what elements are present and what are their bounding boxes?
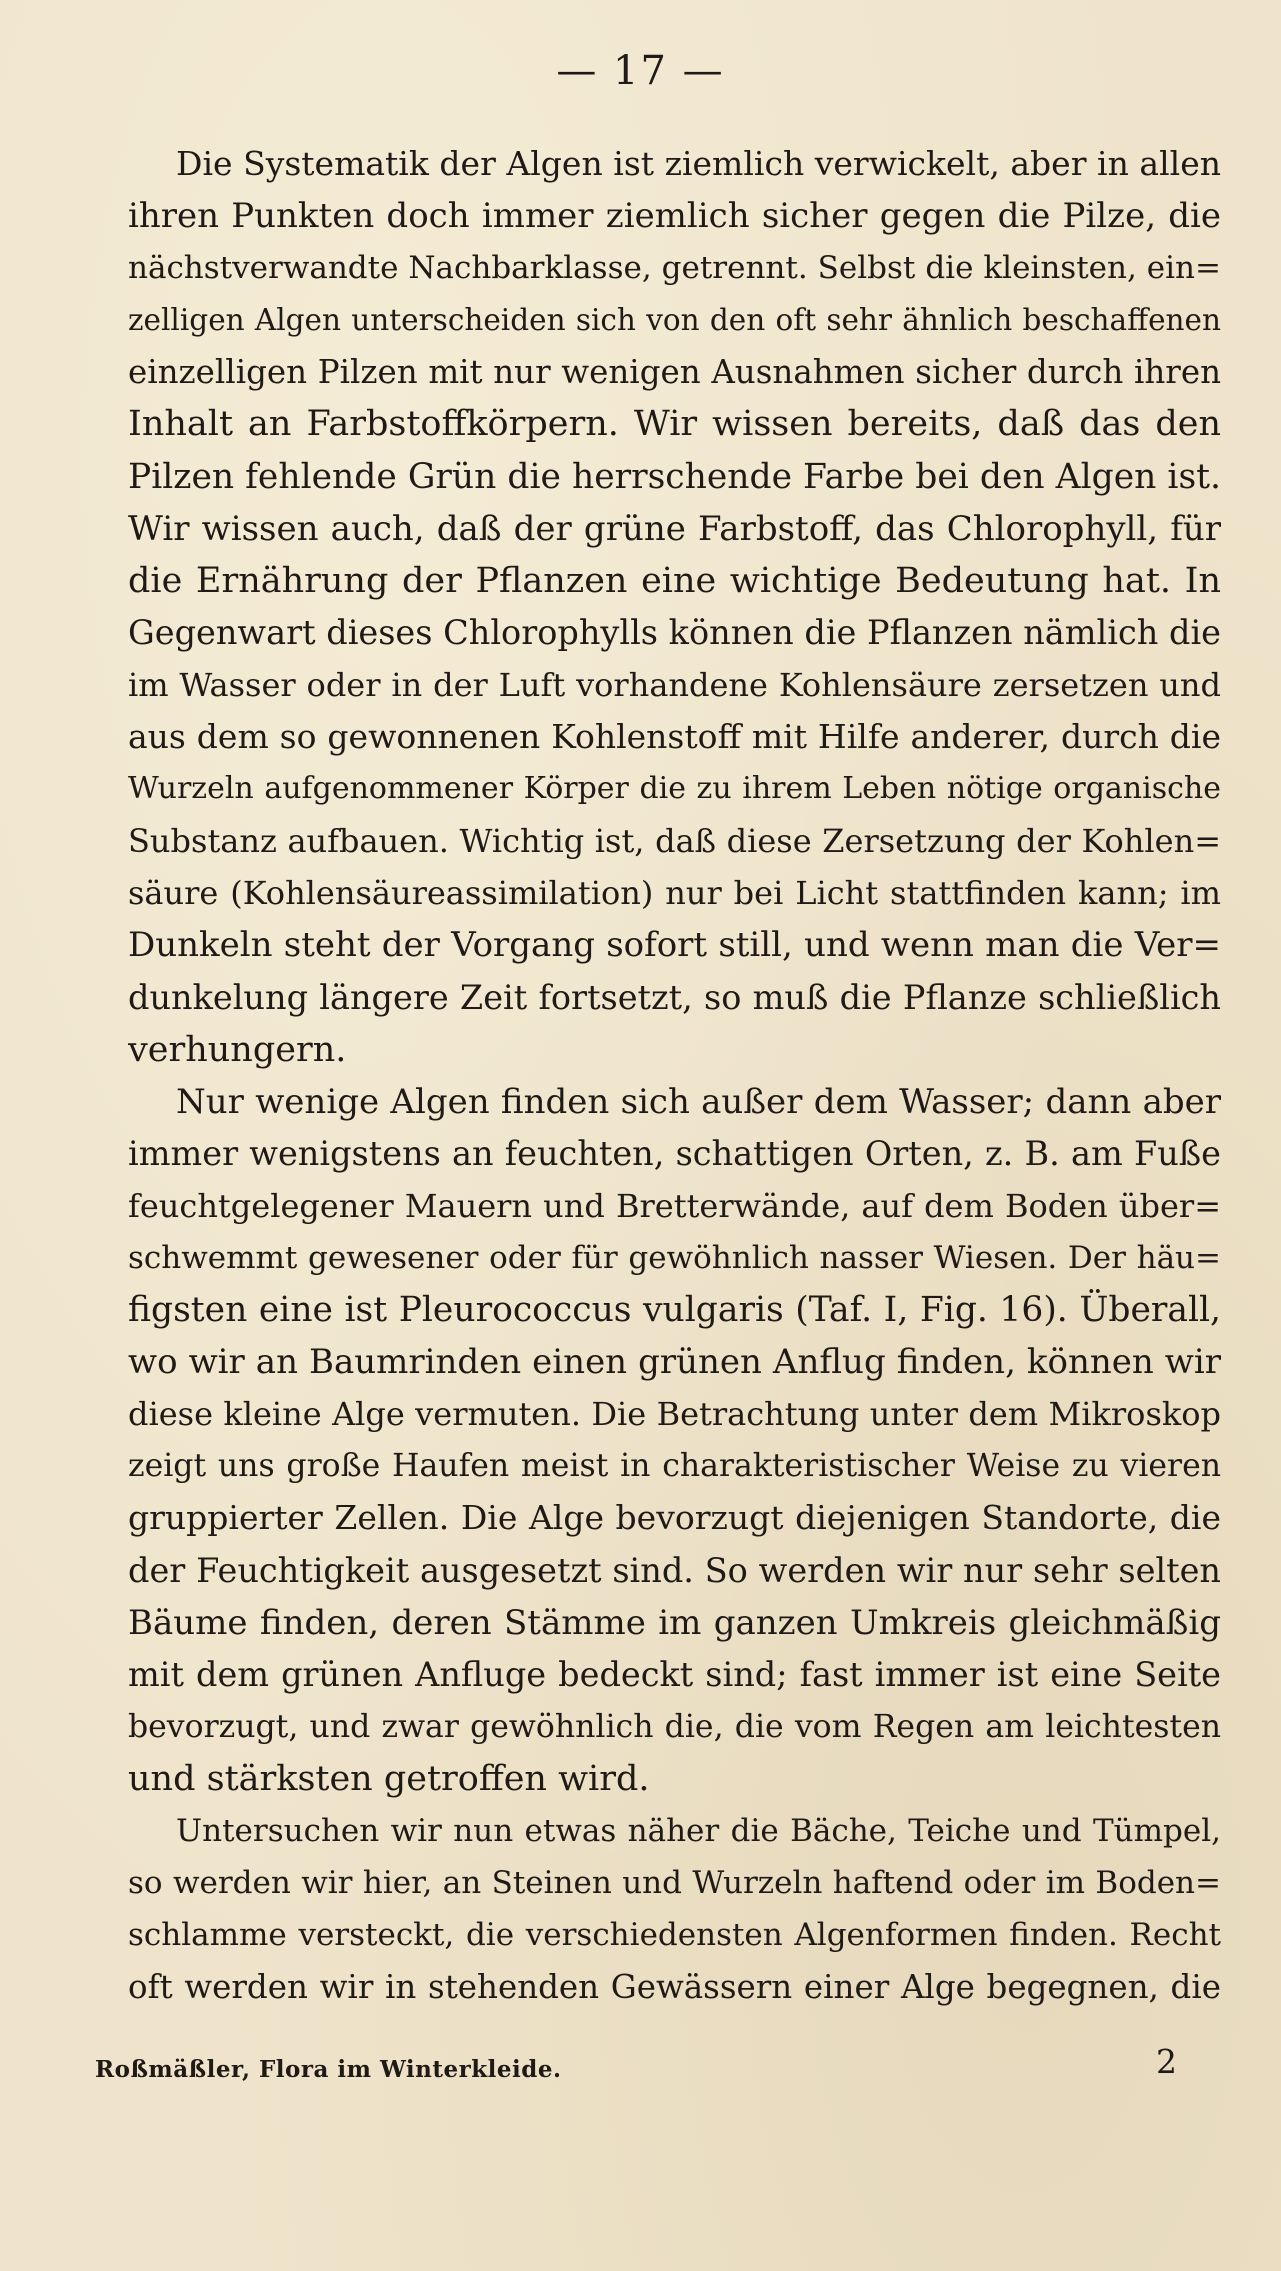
text-line: bevorzugt, und zwar gewöhnlich die, die vom Regen am leichtesten [128,1708,1221,1745]
text-line: feuchtgelegener Mauern und Bretterwände, auf dem Boden über= [128,1186,1221,1225]
text-line: zeigt uns große Haufen meist in charakteristischer Weise zu vieren [128,1448,1221,1485]
text-line: aus dem so gewonnenen Kohlenstoff mit Hilfe anderer, durch die [128,717,1221,757]
text-line: Nur wenige Algen finden sich außer dem Wasser; dann aber [176,1081,1221,1122]
text-line: im Wasser oder in der Luft vorhandene Kohlensäure zersetzen und [128,665,1221,704]
text-line: verhungern. [128,1029,347,1070]
signature-mark: 2 [1156,2042,1177,2081]
text-line: Dunkeln steht der Vorgang sofort still, und wenn man die Ver= [128,925,1221,966]
text-line: zelligen Algen unterscheiden sich von den oft sehr ähnlich beschaffenen [128,303,1221,338]
text-line: Wir wissen auch, daß der grüne Farbstoff, das Chlorophyll, für [128,508,1221,549]
text-line: und stärksten getroffen wird. [128,1758,650,1799]
text-line: einzelligen Pilzen mit nur wenigen Ausnahmen sicher durch ihren [128,353,1221,392]
text-line: schlamme versteckt, die verschiedensten Algenformen finden. Recht [128,1917,1221,1954]
text-line: schwemmt gewesener oder für gewöhnlich nasser Wiesen. Der häu= [128,1239,1221,1276]
text-line: figsten eine ist Pleurococcus vulgaris (Taf. I, Fig. 16). Überall, [128,1290,1221,1331]
footer-author-title: Roßmäßler, Flora im Winterkleide. [95,2056,562,2083]
text-line: gruppierter Zellen. Die Alge bevorzugt diejenigen Standorte, die [128,1498,1221,1538]
text-line: Wurzeln aufgenommener Körper die zu ihrem Leben nötige organische [128,771,1221,807]
text-line: oft werden wir in stehenden Gewässern einer Alge begegnen, die [128,1968,1221,2007]
text-line: nächstverwandte Nachbarklasse, getrennt. Selbst die kleinsten, ein= [128,250,1221,287]
text-line: immer wenigstens an feuchten, schattigen Orten, z. B. am Fuße [128,1133,1221,1173]
text-line: diese kleine Alge vermuten. Die Betrachtung unter dem Mikroskop [128,1395,1221,1434]
page-number: — 17 — [556,48,725,94]
text-line: dunkelung längere Zeit fortsetzt, so muß die Pflanze schließlich [128,977,1221,1017]
text-line: mit dem grünen Anfluge bedeckt sind; fast immer ist eine Seite [128,1654,1221,1694]
text-line: die Ernährung der Pflanzen eine wichtige Bedeutung hat. In [128,560,1221,601]
text-line: ihren Punkten doch immer ziemlich sicher gegen die Pilze, die [128,196,1221,237]
page-footer [95,2042,1221,2082]
text-line: säure (Kohlensäureassimilation) nur bei Licht stattfinden kann; im [128,874,1221,913]
text-line: Substanz aufbauen. Wichtig ist, daß diese Zersetzung der Kohlen= [128,822,1221,861]
text-line: der Feuchtigkeit ausgesetzt sind. So werden wir nur sehr selten [128,1550,1221,1590]
text-line: Inhalt an Farbstoffkörpern. Wir wissen bereits, daß das den [128,404,1221,445]
text-line: Die Systematik der Algen ist ziemlich verwickelt, aber in allen [176,144,1221,183]
text-line: so werden wir hier, an Steinen und Wurzeln haftend oder im Boden= [128,1865,1221,1902]
text-line: Untersuchen wir nun etwas näher die Bäche, Teiche und Tümpel, [176,1813,1221,1849]
text-line: wo wir an Baumrinden einen grünen Anflug finden, können wir [128,1342,1221,1383]
text-line: Bäume finden, deren Stämme im ganzen Umkreis gleichmäßig [128,1602,1221,1643]
text-line: Pilzen fehlende Grün die herrschende Farbe bei den Algen ist. [128,456,1221,497]
body-text [128,138,1221,2013]
text-line: Gegenwart dieses Chlorophylls können die Pflanzen nämlich die [128,612,1221,652]
